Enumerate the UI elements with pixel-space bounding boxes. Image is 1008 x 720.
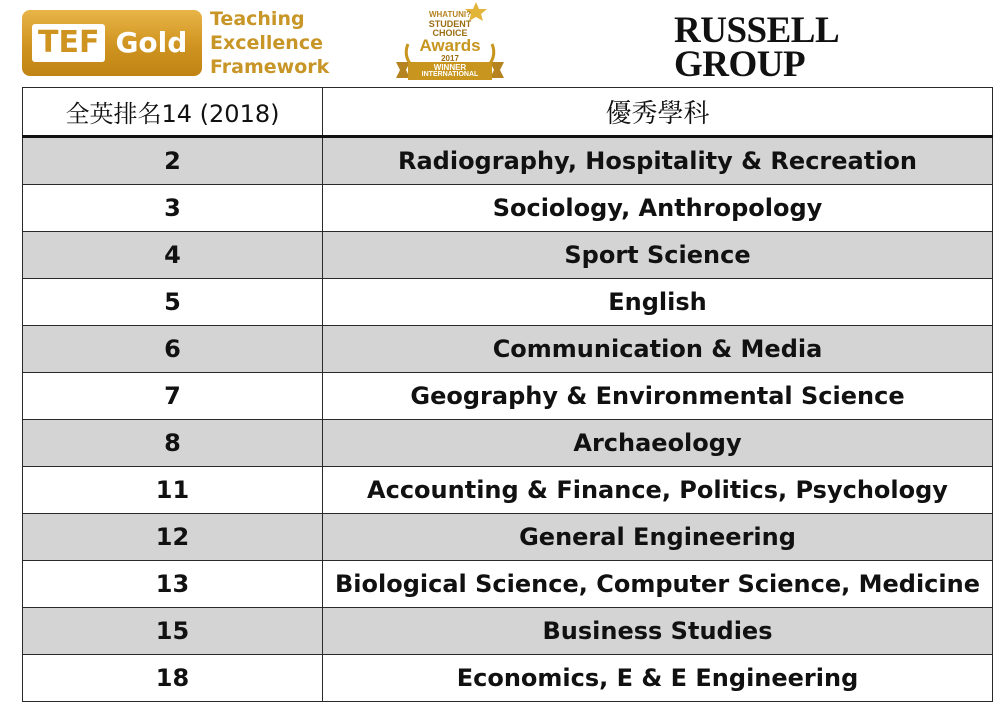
subjects-cell: Biological Science, Computer Science, Medicine xyxy=(323,561,993,608)
table-row xyxy=(23,608,993,655)
whatuni-award-logo xyxy=(378,0,522,84)
tef-line-3: Framework xyxy=(210,56,330,78)
rank-cell: 6 xyxy=(23,326,323,373)
table-row xyxy=(23,326,993,373)
subjects-cell: Geography & Environmental Science xyxy=(323,373,993,420)
tef-line-1: Teaching xyxy=(210,8,305,30)
tef-gold-logo xyxy=(22,8,329,78)
table-body xyxy=(23,137,993,702)
subjects-cell: Radiography, Hospitality & Recreation xyxy=(323,137,993,185)
header-row xyxy=(23,88,993,137)
award-year: 2017 xyxy=(441,54,459,63)
subjects-cell: General Engineering xyxy=(323,514,993,561)
rank-cell: 12 xyxy=(23,514,323,561)
rank-cell: 8 xyxy=(23,420,323,467)
rank-cell: 15 xyxy=(23,608,323,655)
award-ribbon-1: WINNER xyxy=(433,63,467,72)
table-row xyxy=(23,373,993,420)
award-line-2: STUDENT xyxy=(428,19,472,29)
tef-badge xyxy=(22,10,202,76)
logo-header xyxy=(0,0,1008,86)
award-line-3: CHOICE xyxy=(432,28,468,38)
subject-ranking-table xyxy=(22,87,993,702)
rank-cell: 11 xyxy=(23,467,323,514)
rank-cell: 4 xyxy=(23,232,323,279)
table-row xyxy=(23,655,993,702)
subjects-cell: Communication & Media xyxy=(323,326,993,373)
tef-line-2: Excellence xyxy=(210,32,323,54)
table-row xyxy=(23,561,993,608)
rank-cell: 7 xyxy=(23,373,323,420)
subjects-cell: Sociology, Anthropology xyxy=(323,185,993,232)
award-line-1: WHATUNI? xyxy=(428,10,472,19)
rank-cell: 18 xyxy=(23,655,323,702)
table-row xyxy=(23,514,993,561)
header-subjects: 優秀學科 xyxy=(323,88,993,137)
award-line-4: Awards xyxy=(419,36,481,55)
subjects-cell: Economics, E & E Engineering xyxy=(323,655,993,702)
table-row xyxy=(23,420,993,467)
subjects-cell: Sport Science xyxy=(323,232,993,279)
russell-line-2: GROUP xyxy=(674,44,806,85)
tef-gold-label: Gold xyxy=(115,26,188,59)
subjects-cell: English xyxy=(323,279,993,326)
rank-cell: 5 xyxy=(23,279,323,326)
rank-cell: 2 xyxy=(23,137,323,185)
table-row xyxy=(23,232,993,279)
table-row xyxy=(23,467,993,514)
header-ranking: 全英排名14 (2018) xyxy=(23,88,323,137)
russell-group-logo xyxy=(674,10,864,85)
subjects-cell: Accounting & Finance, Politics, Psychology xyxy=(323,467,993,514)
table-row xyxy=(23,185,993,232)
russell-line-1: RUSSELL xyxy=(674,10,840,51)
table-row xyxy=(23,137,993,185)
table-row xyxy=(23,279,993,326)
subjects-cell: Archaeology xyxy=(323,420,993,467)
rank-cell: 13 xyxy=(23,561,323,608)
tef-mark: TEF xyxy=(32,24,105,62)
award-ribbon-2: INTERNATIONAL xyxy=(421,71,479,78)
rank-cell: 3 xyxy=(23,185,323,232)
subjects-cell: Business Studies xyxy=(323,608,993,655)
tef-caption xyxy=(210,7,329,79)
table-header xyxy=(23,88,993,137)
